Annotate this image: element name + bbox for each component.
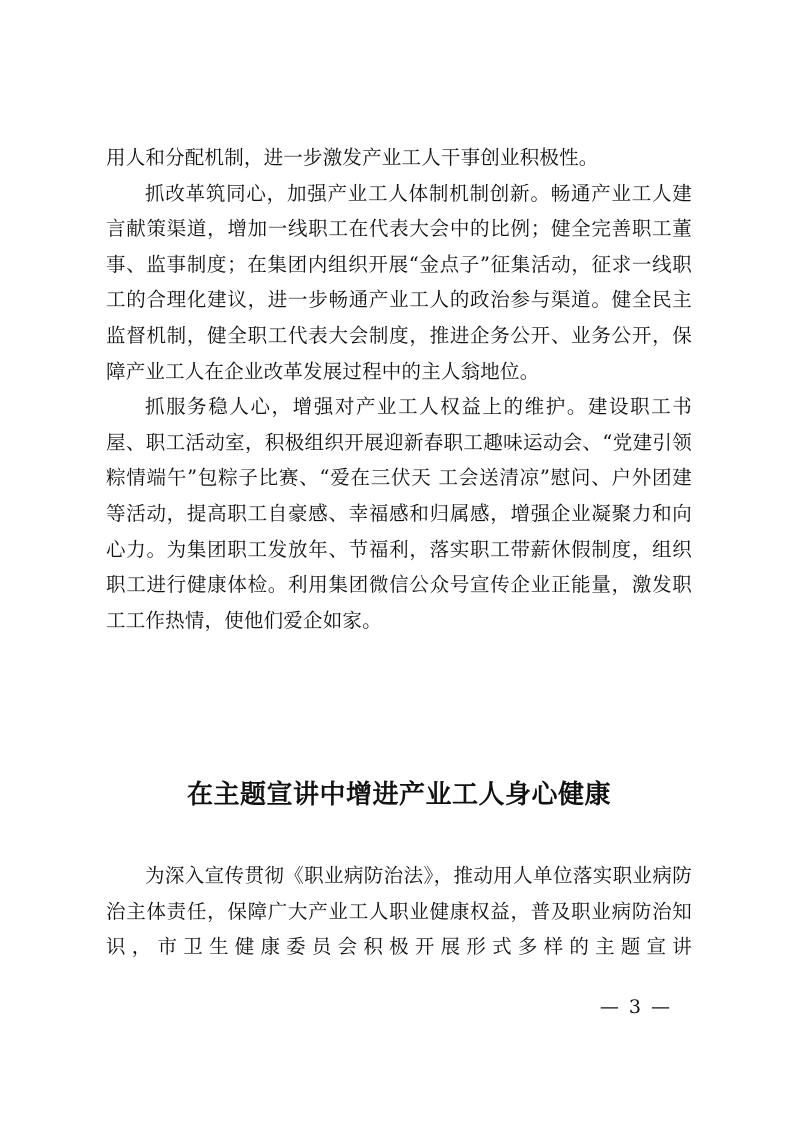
paragraph-text: 畅通产业工人建言献策渠道，增加一线职工在代表大会中的比例；健全完善职工董事、监事制度；在集团内组织开展“金点子”征集活动，征求一线职工的合理化建议，进一步畅通产业工人的政治参与渠道。健全民主监督机制，健全职工代表大会制度，推进企务公开、业务公开，保障产业工人在企业改革发展过程中的主人翁地位。	[106, 181, 692, 383]
body-text-section-2	[106, 858, 692, 965]
paragraph-continued	[106, 140, 692, 176]
paragraph-text: 用人和分配机制，进一步激发产业工人干事创业积极性。	[106, 146, 599, 169]
page-number: — 3 —	[599, 996, 672, 1018]
paragraph-lead: 抓服务稳人心，增强对产业工人权益上的维护。	[145, 395, 588, 419]
paragraph-lead: 抓改革筑同心，加强产业工人体制机制创新。	[145, 181, 551, 205]
paragraph-text: 为深入宣传贯彻《职业病防治法》，推动用人单位落实职业病防治主体责任，保障广大产业工人职业健康权益，普及职业病防治知识，市卫生健康委员会积极开展形式多样的主题宣讲	[106, 864, 692, 959]
paragraph-text: 建设职工书屋、职工活动室，积极组织开展迎新春职工趣味运动会、“党建引领 粽情端午”包粽子比赛、“爱在三伏天 工会送清凉”慰问、户外团建等活动，提高职工自豪感、幸福感和归属感，增强企业凝聚力和向心力。为集团职工发放年、节福利，落实职工带薪休假制度，组织职工进行健康体检。利用集团微信公众号宣传企业正能量，激发职工工作热情，使他们爱企如家。	[106, 395, 692, 632]
section-heading: 在主题宣讲中增进产业工人身心健康	[186, 780, 611, 810]
paragraph-intro	[106, 858, 692, 965]
body-text-section-1	[106, 140, 692, 638]
paragraph-reform	[106, 176, 692, 390]
paragraph-service	[106, 389, 692, 638]
